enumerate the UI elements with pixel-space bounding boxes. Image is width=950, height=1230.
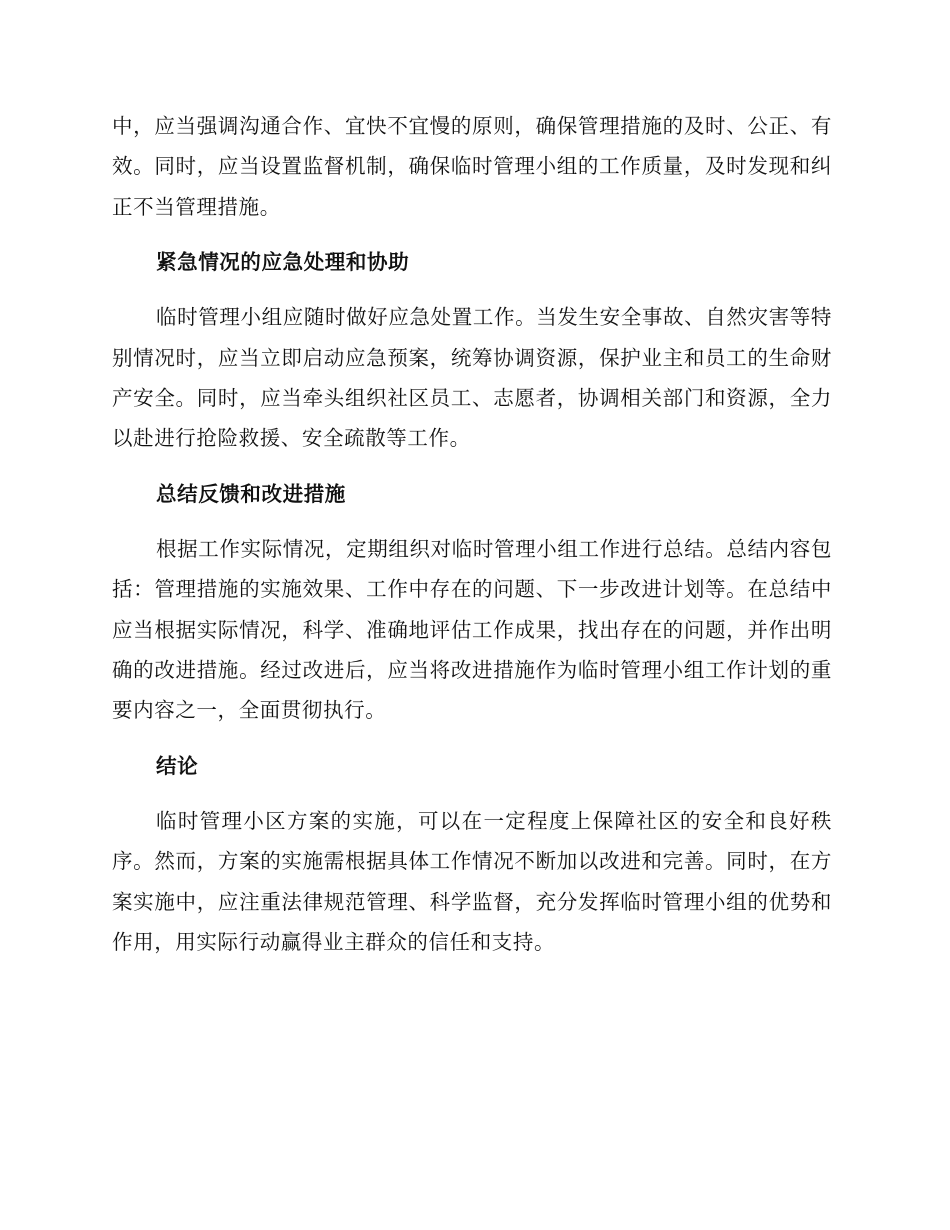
paragraph-conclusion: 临时管理小区方案的实施，可以在一定程度上保障社区的安全和良好秩序。然而，方案的实施需根据具体工作情况不断加以改进和完善。同时，在方案实施中，应注重法律规范管理、科学监督，充分发挥临时管理小组的优势和作用，用实际行动赢得业主群众的信任和支持。 (112, 808, 832, 955)
document-body (112, 106, 832, 963)
paragraph-feedback: 根据工作实际情况，定期组织对临时管理小组工作进行总结。总结内容包括：管理措施的实施效果、工作中存在的问题、下一步改进计划等。在总结中应当根据实际情况，科学、准确地评估工作成果，找出存在的问题，并作出明确的改进措施。经过改进后，应当将改进措施作为临时管理小组工作计划的重要内容之一，全面贯彻执行。 (112, 536, 832, 723)
paragraph-continuation: 中，应当强调沟通合作、宜快不宜慢的原则，确保管理措施的及时、公正、有效。同时，应当设置监督机制，确保临时管理小组的工作质量，及时发现和纠正不当管理措施。 (112, 114, 832, 219)
section-heading-conclusion: 结论 (156, 753, 199, 778)
section-heading-emergency: 紧急情况的应急处理和协助 (156, 250, 410, 275)
section-heading-feedback: 总结反馈和改进措施 (156, 481, 346, 506)
paragraph-emergency: 临时管理小组应随时做好应急处置工作。当发生安全事故、自然灾害等特别情况时，应当立即启动应急预案，统筹协调资源，保护业主和员工的生命财产安全。同时，应当牵头组织社区员工、志愿者，协调相关部门和资源，全力以赴进行抢险救援、安全疏散等工作。 (112, 305, 832, 451)
